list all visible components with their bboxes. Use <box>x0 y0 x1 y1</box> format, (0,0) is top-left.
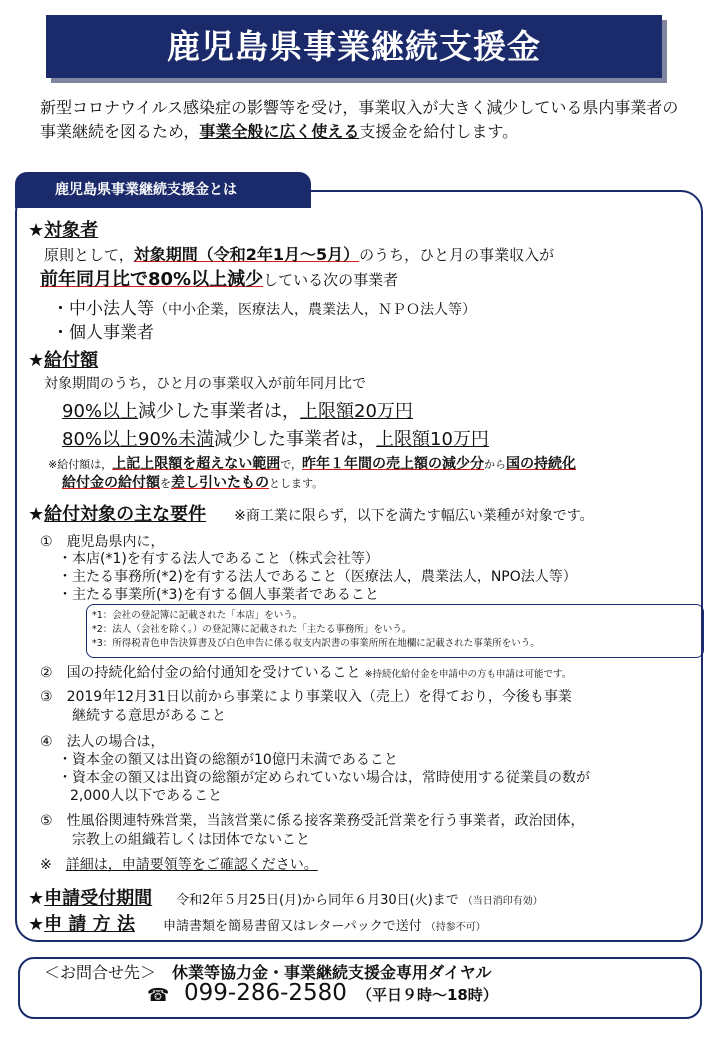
method-row: ★申 請 方 法 申請書類を簡易書留又はレターパックで送付 （持参不可） <box>28 914 486 935</box>
target-item-2: ・個人事業者 <box>52 323 154 343</box>
amount-note-line-1: ※給付額は，上記上限額を超えない範囲で，昨年１年間の売上額の減少分から国の持続化 <box>48 456 576 472</box>
amount-row-1: 90%以上減少した事業者は，上限額20万円 <box>62 401 413 422</box>
footnote-3: *3：所得税青色申告決算書及び白色申告に係る収支内訳書の事業所所在地欄に記載された事業所をいう。 <box>92 638 540 649</box>
page-title: 鹿児島県事業継続支援金 <box>167 27 541 66</box>
section-tab: 鹿児島県事業継続支援金とは <box>15 172 311 208</box>
req-1-sub-3: ・主たる事業所(*3)を有する個人事業者であること <box>58 587 379 603</box>
req-2: ② 国の持続化給付金の給付通知を受けていること ※持続化給付金を申請中の方も申請は可能です。 <box>40 665 572 681</box>
req-4: ④ 法人の場合は， <box>40 734 165 750</box>
intro-text-2: 支援金を給付します。 <box>359 122 519 141</box>
intro-text-1: 新型コロナウイルス感染症の影響等を受け，事業収入が大きく減少している県内事業者の事業継続を図るため， <box>40 98 679 141</box>
contact-title: ＜お問合せ先＞ 休業等協力金・事業継続支援金専用ダイヤル <box>44 963 492 982</box>
title-banner <box>46 15 662 78</box>
req-5-cont: 宗教上の組織若しくは団体でないこと <box>72 832 310 848</box>
footnote-1: *1：会社の登記簿に記載された「本店」をいう。 <box>92 610 303 621</box>
target-line-1: 原則として，対象期間（令和2年1月～5月）のうち，ひと月の事業収入が <box>44 245 555 264</box>
req-1-sub-2: ・主たる事務所(*2)を有する法人であること（医療法人，農業法人，NPO法人等） <box>58 569 577 585</box>
amount-lead: 対象期間のうち，ひと月の事業収入が前年同月比で <box>44 376 366 392</box>
intro-emphasis: 事業全般に広く使える <box>199 122 360 141</box>
req-5: ⑤ 性風俗関連特殊営業，当該営業に係る接客業務受託営業を行う事業者，政治団体， <box>40 813 585 829</box>
requirements-heading: ★給付対象の主な要件 ※商工業に限らず，以下を満たす幅広い業種が対象です。 <box>28 504 594 525</box>
req-4-sub-3: 2,000人以下であること <box>70 788 223 804</box>
req-4-sub-2: ・資本金の額又は出資の総額が定められていない場合は，常時使用する従業員の数が <box>58 770 590 786</box>
period-row: ★申請受付期間 令和2年５月25日(月)から同年６月30日(火)まで （当日消印有効） <box>28 888 543 909</box>
req-3-cont: 継続する意思があること <box>72 708 226 724</box>
req-note: ※ 詳細は，申請要領等をご確認ください。 <box>40 857 318 873</box>
amount-row-2: 80%以上90%未満減少した事業者は，上限額10万円 <box>62 429 489 450</box>
req-1-sub-1: ・本店(*1)を有する法人であること（株式会社等） <box>58 551 379 567</box>
contact-phone: 099-286-2580 （平日９時～18時） <box>184 980 498 1006</box>
amount-note-line-2: 給付金の給付額を差し引いたものとします。 <box>62 475 324 491</box>
footnote-2: *2：法人（会社を除く。）の登記簿に記載された「主たる事務所」をいう。 <box>92 624 412 635</box>
req-3: ③ 2019年12月31日以前から事業により事業収入（売上）を得ており，今後も事業 <box>40 689 572 705</box>
req-4-sub-1: ・資本金の額又は出資の総額が10億円未満であること <box>58 752 398 768</box>
amount-heading: ★給付額 <box>28 350 99 371</box>
req-1: ① 鹿児島県内に， <box>40 534 165 550</box>
target-heading: ★対象者 <box>28 220 99 241</box>
phone-icon: ☎ <box>147 985 170 1006</box>
target-line-2: 前年同月比で80%以上減少している次の事業者 <box>40 269 399 290</box>
intro-paragraph <box>40 96 680 144</box>
target-item-1: ・中小法人等（中小企業，医療法人，農業法人，ＮＰＯ法人等） <box>52 299 476 319</box>
